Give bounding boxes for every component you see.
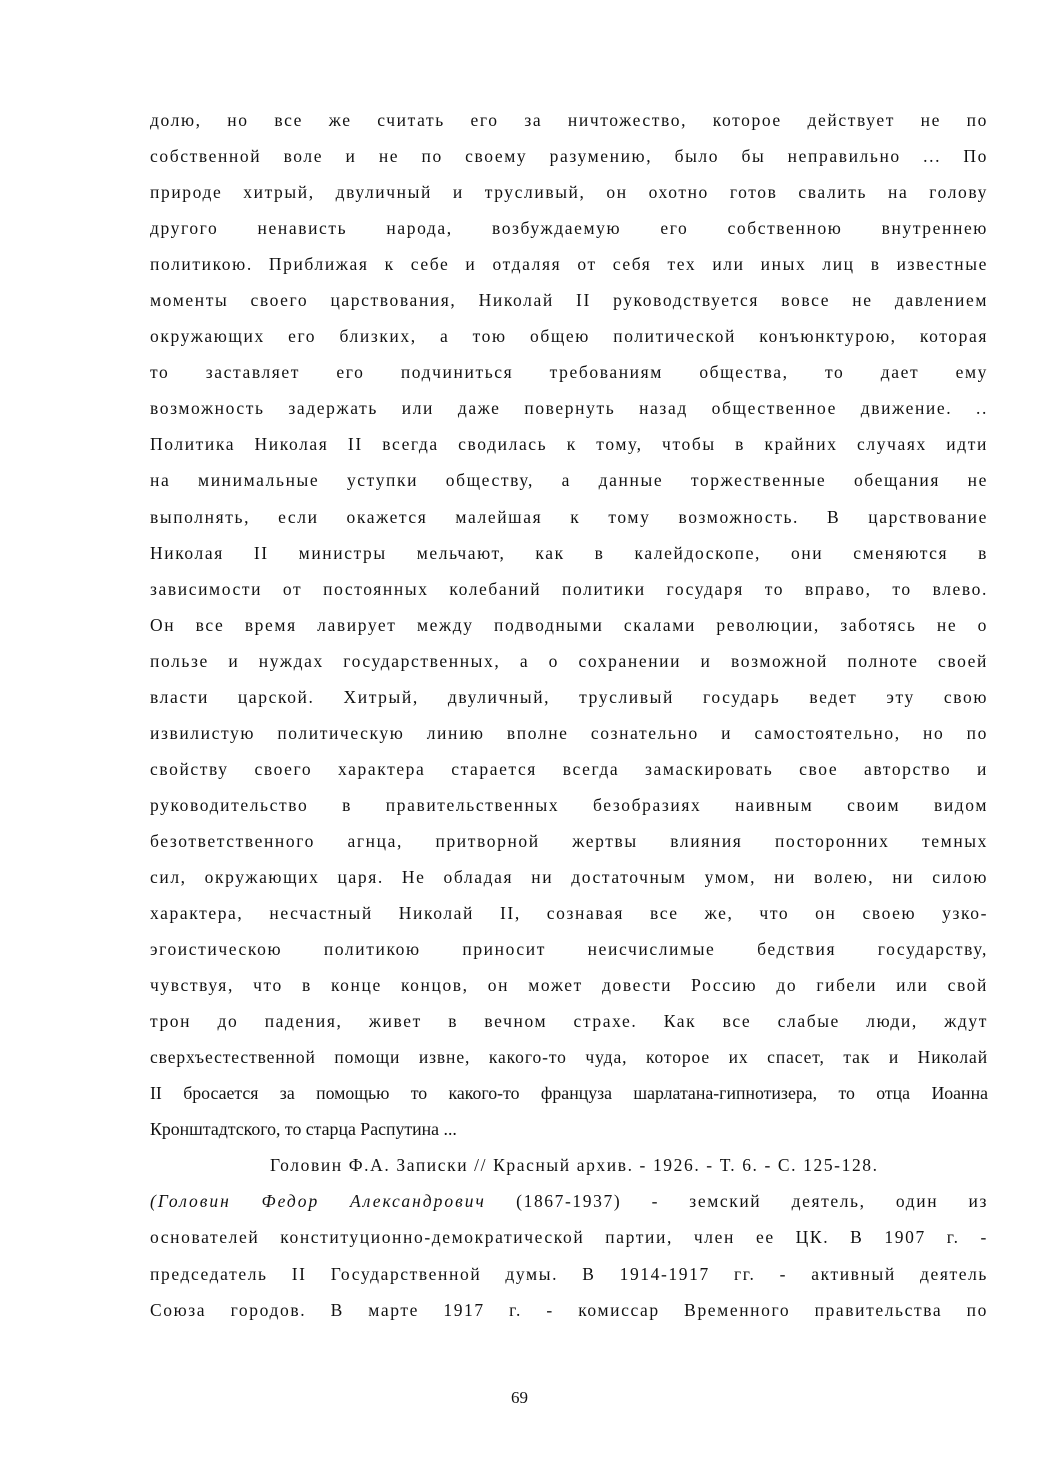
text-line: Он все время лавирует между подводными скалами революции, заботясь не о <box>150 614 988 635</box>
text-line: собственной воле и не по своему разумению, было бы неправильно ... По <box>150 146 988 167</box>
text-line: эгоистическою политикою приносит неисчислимые бедствия государству, <box>150 939 988 960</box>
text-line: безответственного агнца, притворной жертвы влияния посторонних темных <box>150 830 988 851</box>
text-line: другого ненависть народа, возбуждаемую его собственною внутреннею <box>150 218 988 239</box>
text-line: свойству своего характера старается всегда замаскировать свое авторство и <box>150 758 988 779</box>
text-line: сил, окружающих царя. Не обладая ни достаточным умом, ни волею, ни силою <box>150 866 988 887</box>
text-line: зависимости от постоянных колебаний политики государя то вправо, то влево. <box>150 578 988 599</box>
text-line: то заставляет его подчиниться требованиям общества, то дает ему <box>150 362 988 383</box>
bio-line: основателей конституционно-демократической партии, член ее ЦК. В 1907 г. - <box>150 1227 988 1248</box>
text-line: II бросается за помощью то какого-то француза шарлатана-гипнотизера, то отца Иоанна <box>150 1083 988 1104</box>
body-text <box>150 102 988 1328</box>
text-line: власти царской. Хитрый, двуличный, трусливый государь ведет эту свою <box>150 686 988 707</box>
source-citation: Головин Ф.А. Записки // Красный архив. - 1926. - Т. 6. - С. 125-128. <box>270 1155 879 1176</box>
bio-line: председатель II Государственной думы. В 1914-1917 гг. - активный деятель <box>150 1263 988 1284</box>
text-line: Николая II министры мельчают, как в калейдоскопе, они сменяются в <box>150 542 988 563</box>
bio-line: Союза городов. В марте 1917 г. - комиссар Временного правительства по <box>150 1299 988 1320</box>
text-line: сверхъестественной помощи извне, какого-то чуда, которое их спасет, так и Николай <box>150 1047 988 1068</box>
bio-name: (Головин Федор Александрович <box>150 1191 486 1212</box>
text-line: характера, несчастный Николай II, сознавая все же, что он своею узко- <box>150 903 988 924</box>
text-line: извилистую политическую линию вполне сознательно и самостоятельно, но по <box>150 722 988 743</box>
text-line: возможность задержать или даже повернуть назад общественное движение. .. <box>150 398 988 419</box>
text-line: на минимальные уступки обществу, а данные торжественные обещания не <box>150 470 988 491</box>
text-line: моменты своего царствования, Николай II руководствуется вовсе не давлением <box>150 290 988 311</box>
page-number: 69 <box>511 1388 528 1407</box>
text-line: окружающих его близких, а тою общею политической конъюнктурою, которая <box>150 326 988 347</box>
text-line: чувствуя, что в конце концов, он может довести Россию до гибели или свой <box>150 975 988 996</box>
text-line: выполнять, если окажется малейшая к тому возможность. В царствование <box>150 506 988 527</box>
text-line: Политика Николая II всегда сводилась к тому, чтобы в крайних случаях идти <box>150 434 988 455</box>
text-line: политикою. Приближая к себе и отдаляя от себя тех или иных лиц в известные <box>150 254 988 275</box>
bio-dates: (1867-1937) - земский деятель, один из <box>516 1191 988 1212</box>
bio-line <box>150 1183 988 1219</box>
text-line: пользе и нуждах государственных, а о сохранении и возможной полноте своей <box>150 650 988 671</box>
text-line: руководительство в правительственных безобразиях наивным своим видом <box>150 794 988 815</box>
text-line: природе хитрый, двуличный и трусливый, он охотно готов свалить на голову <box>150 182 988 203</box>
text-line: долю, но все же считать его за ничтожество, которое действует не по <box>150 110 988 130</box>
text-line: трон до падения, живет в вечном страхе. Как все слабые люди, ждут <box>150 1011 988 1032</box>
text-line: Кронштадтского, то старца Распутина ... <box>150 1119 457 1140</box>
